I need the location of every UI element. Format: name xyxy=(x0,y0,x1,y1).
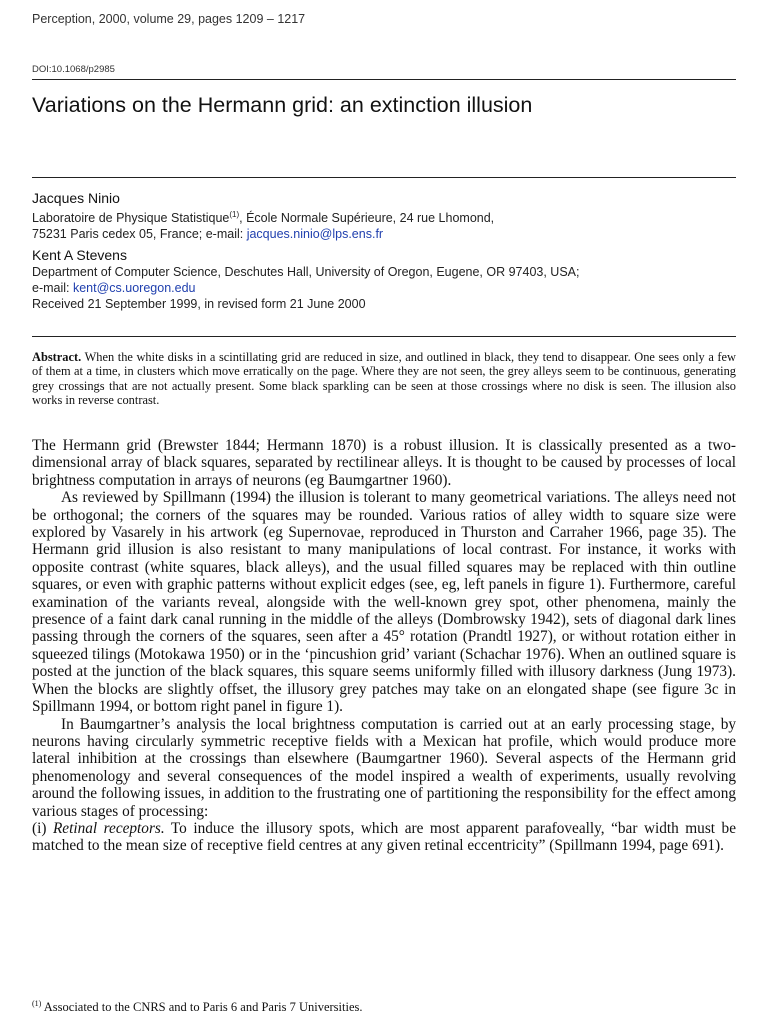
paragraph: As reviewed by Spillmann (1994) the illusion is tolerant to many geometrical variations. The alleys need not be orthogonal; the corners of the squares may be rounded. Various ratios of alley width to square size were explored by Vasarely in his artwork (eg Supernovae, reproduced in Thurston and Carraher 1966, page 35). The Hermann grid illusion is also resistant to many manipulations of local contrast. For instance, it works with opposite contrast (white squares, black alleys), and the usual filled squares may be replaced with thin outline squares, or even with graphic patterns without explicit edges (see, eg, left panels in figure 1). Furthermore, careful examination of the variants reveal, alongside with the well-known grey spot, other phenomena, mainly the presence of a faint dark canal running in the middle of the alleys (Dombrowsky 1942), sets of diagonal dark lines passing through the corners of the squares, seen after a 45° rotation (Prandtl 1927), or without rotation either in squeezed tilings (Motokawa 1950) or in the ‘pincushion grid’ variant (Schachar 1976). When an outlined square is posted at the junction of the black squares, this square seems uniformly filled with illusory darkness (Jung 1973). When the blocks are slightly offset, the illusory grey patches may take on an elongated shape (see figure 3c in Spillmann 1994, or bottom right panel in figure 1). xyxy=(32,489,736,716)
abstract-text: When the white disks in a scintillating grid are reduced in size, and outlined in black, they tend to disappear. One sees only a few of them at a time, in clusters which move erratically on the page. Where they are not seen, the grey alleys seem to be continuous, generating grey crossings that are not actually present. Some black sparkling can be seen at those crossings where no disk is seen. The illusion also works in reverse contrast. xyxy=(32,350,736,408)
paragraph: The Hermann grid (Brewster 1844; Hermann 1870) is a robust illusion. It is classically presented as a two-dimensional array of black squares, separated by rectilinear alleys. It is thought to be caused by processes of local brightness computation in arrays of neurons (eg Baumgartner 1960). xyxy=(32,437,736,489)
title-rule xyxy=(32,177,736,178)
author-affiliation: Department of Computer Science, Deschutes Hall, University of Oregon, Eugene, OR 97403, USA; xyxy=(32,265,580,279)
top-rule xyxy=(32,79,736,80)
author-name: Jacques Ninio xyxy=(32,190,120,206)
page-title: Variations on the Hermann grid: an extinction illusion xyxy=(32,93,533,117)
author-name: Kent A Stevens xyxy=(32,247,127,263)
affiliation-text: , École Normale Supérieure, 24 rue Lhomond, xyxy=(239,211,495,225)
author-email xyxy=(32,280,736,296)
abstract-rule xyxy=(32,336,736,337)
affiliation-footnote-marker: (1) xyxy=(229,210,240,219)
doi: DOI:10.1068/p2985 xyxy=(32,64,115,75)
received-date: Received 21 September 1999, in revised form 21 June 2000 xyxy=(32,297,366,311)
paragraph xyxy=(32,820,736,855)
list-heading: Retinal receptors. xyxy=(52,819,165,837)
footnote xyxy=(32,999,362,1015)
body-text xyxy=(32,437,736,855)
author-block xyxy=(32,189,736,312)
abstract-label: Abstract. xyxy=(32,350,82,364)
email-label: e-mail: xyxy=(32,281,73,295)
list-text: To induce the illusory spots, which are most apparent parafoveally, “bar width must be matched to the mean size of receptive field centres at any given retinal eccentricity” (Spillmann 1994, page 691). xyxy=(32,819,736,855)
footnote-marker: (1) xyxy=(32,999,42,1008)
footnote-text: Associated to the CNRS and to Paris 6 and Paris 7 Universities. xyxy=(41,1000,363,1014)
journal-citation: Perception, 2000, volume 29, pages 1209 – 1217 xyxy=(32,12,306,26)
paper-page xyxy=(32,0,736,1024)
email-link[interactable]: kent@cs.uoregon.edu xyxy=(72,281,196,295)
list-label: (i) xyxy=(32,819,53,837)
affiliation-text: Laboratoire de Physique Statistique xyxy=(32,211,230,225)
abstract xyxy=(32,350,736,408)
address-text: 75231 Paris cedex 05, France; e-mail: xyxy=(32,227,247,241)
author-address xyxy=(32,226,736,242)
email-link[interactable]: jacques.ninio@lps.ens.fr xyxy=(246,227,384,241)
paragraph: In Baumgartner’s analysis the local brightness computation is carried out at an early processing stage, by neurons having circularly symmetric receptive fields with a Mexican hat profile, which would produce more lateral inhibition at the crossings than elsewhere (Baumgartner 1960). Several aspects of the Hermann grid phenomenology and several consequences of the model inspired a wealth of experiments, usually revolving around the following issues, in addition to the frustrating one of partitioning the responsibility for the effect among various stages of processing: xyxy=(32,715,736,820)
author-affiliation xyxy=(32,207,736,226)
